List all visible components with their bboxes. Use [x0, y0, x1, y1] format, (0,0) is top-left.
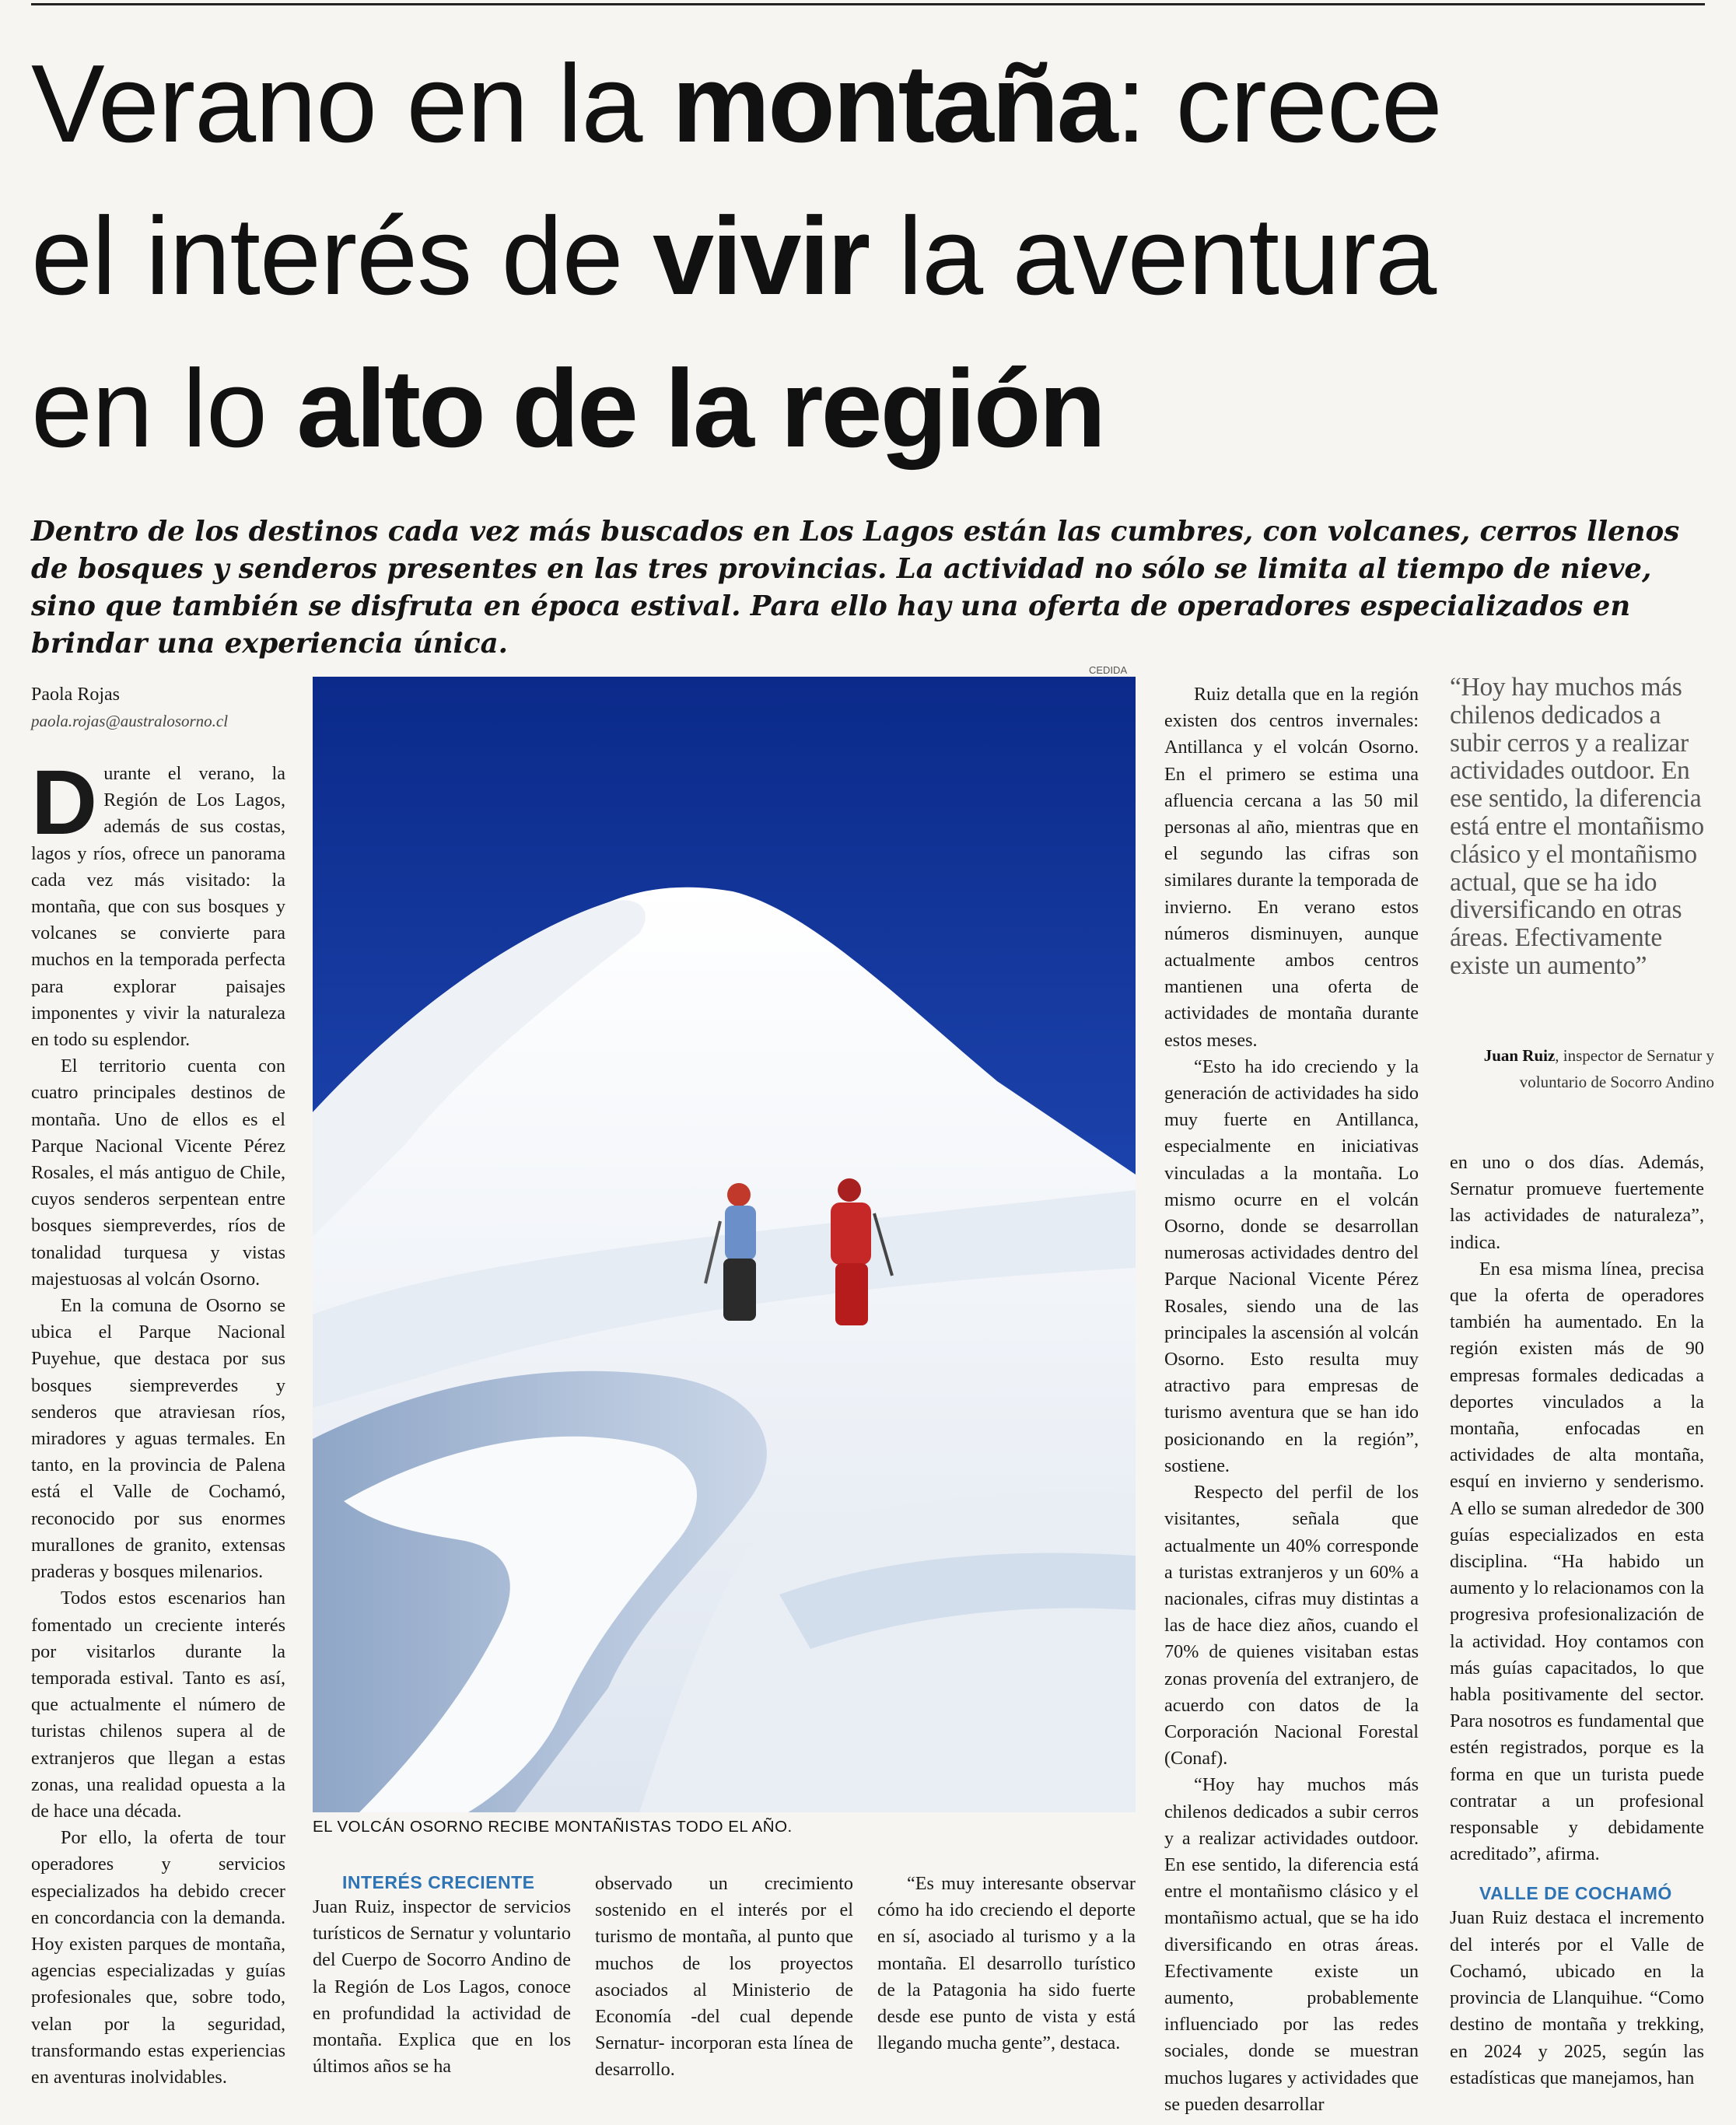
- byline-author: Paola Rojas: [31, 684, 120, 705]
- article-column-6: [1450, 1150, 1704, 2092]
- photo-credit: CEDIDA: [1089, 664, 1128, 676]
- headline-emphasis: montaña: [671, 42, 1116, 166]
- headline-line-1: [31, 28, 1711, 180]
- article-paragraph: observado un crecimiento sostenido en el interés por el turismo de montaña, al punto que muchos de los proyectos asociados al Ministerio de Economía -del cual depende Sernatur- incorporan esta línea de desarrollo.: [595, 1873, 853, 2081]
- headline: [31, 28, 1711, 485]
- byline-email: paola.rojas@australosorno.cl: [31, 712, 229, 730]
- article-column-5: [1164, 681, 1419, 2118]
- section-subhead: VALLE DE COCHAMÓ: [1479, 1883, 1672, 1904]
- headline-line-3: [31, 333, 1711, 485]
- headline-text: el interés de: [31, 194, 653, 318]
- pull-quote-name: Juan Ruiz: [1483, 1046, 1556, 1065]
- article-paragraph: Por ello, la oferta de tour operadores y servicios especializados ha debido crecer en concordancia con la demanda. Hoy existen parques de montaña, agencias especializadas y guías profesionales que, sobre todo, velan por la seguridad, transformando estas experiencias en aventuras inolvidables.: [31, 1827, 285, 2088]
- article-paragraph: Juan Ruiz, inspector de servicios turísticos de Sernatur y voluntario del Cuerpo de Socorro Andino de la Región de Los Lagos, conoce en profundidad la actividad de montaña. Explica que en los últimos años se ha: [313, 1896, 571, 2078]
- pull-quote: “Hoy hay muchos más chilenos dedicados a subir cerros y a realizar actividades outdoor. En ese sentido, la diferencia está entre el montañismo clásico y el montañismo actual, que se ha ido diversificando en otras áreas. Efectivamente existe un aumento”: [1450, 673, 1704, 980]
- article-paragraph: [31, 751, 285, 1053]
- photo-illustration: [313, 677, 1136, 1812]
- headline-emphasis: alto de la región: [296, 347, 1104, 471]
- headline-text: Verano en la: [31, 42, 672, 166]
- article-paragraph: en uno o dos días. Además, Sernatur promueve fuertemente las actividades de naturaleza”, indica.: [1450, 1152, 1704, 1253]
- headline-text: : crece: [1115, 42, 1442, 166]
- headline-text: en lo: [31, 347, 297, 471]
- article-paragraph: Juan Ruiz destaca el incremento del interés por el Valle de Cochamó, ubicado en la provincia de Llanquihue. “Como destino de montaña y trekking, en 2024 y 2025, según las estadísticas que manejamos, han: [1450, 1907, 1704, 2088]
- pull-quote-role: , inspector de Sernatur y voluntario de Socorro Andino: [1519, 1046, 1714, 1091]
- headline-line-2: [31, 180, 1711, 333]
- article-column-2: [313, 1871, 571, 2080]
- article-paragraph: Respecto del perfil de los visitantes, señala que actualmente un 40% corresponde a turistas extranjeros y un 60% a nacionales, cifras muy distintas a las de hace diez años, cuando el 70% de quienes visitaban estas zonas provenía del extranjero, de acuerdo con datos de la Corporación Nacional Forestal (Conaf).: [1164, 1482, 1419, 1770]
- article-paragraph: El territorio cuenta con cuatro principales destinos de montaña. Uno de ellos es el Parque Nacional Vicente Pérez Rosales, el más antiguo de Chile, cuyos senderos serpentean entre bosques siempreverdes, ríos de tonalidad turquesa y vistas majestuosas al volcán Osorno.: [31, 1055, 285, 1290]
- paragraph-text: urante el verano, la Región de Los Lagos, además de sus costas, lagos y ríos, ofrece un panorama cada vez más visitado: la montaña, que con sus bosques y volcanes se convierte para muchos en la temporada perfecta para explorar paisajes imponentes y vivir la naturaleza en todo su esplendor.: [31, 763, 285, 1051]
- article-paragraph: “Es muy interesante observar cómo ha ido creciendo el deporte en sí, asociado al turismo y a la montaña. El desarrollo turístico de la Patagonia ha sido fuerte desde ese punto de vista y está llegando mucha gente”, destaca.: [877, 1873, 1136, 2054]
- article-paragraph: “Esto ha ido creciendo y la generación de actividades ha sido muy fuerte en Antillanca, especialmente en iniciativas vinculadas a la montaña. Lo mismo ocurre en el volcán Osorno, donde se desarrollan numerosas actividades dentro del Parque Nacional Vicente Pérez Rosales, siendo una de las principales la ascensión al volcán Osorno. Esto resulta muy atractivo para empresas de turismo aventura que se han ido posicionando en la región”, sostiene.: [1164, 1055, 1419, 1476]
- headline-text: la aventura: [868, 194, 1437, 318]
- article-column-3: [595, 1871, 853, 2084]
- article-photo: [313, 677, 1136, 1812]
- article-column-4: [877, 1871, 1136, 2057]
- article-paragraph: “Hoy hay muchos más chilenos dedicados a subir cerros y a realizar actividades outdoor. En ese sentido, la diferencia está entre el montañismo clásico y el montañismo actual, que se ha ido diversificando en otras áreas. Efectivamente existe un aumento, probablemente influenciado por las redes sociales, donde se muestran muchos lugares y actividades que se pueden desarrollar: [1164, 1774, 1419, 2115]
- article-paragraph: Ruiz detalla que en la región existen dos centros invernales: Antillanca y el volcán Osorno. En el primero se estima una afluencia cercana a las 50 mil personas al año, mientras que en el segundo las cifras son similares durante la temporada de invierno. En verano estos números disminuyen, aunque actualmente ambos centros mantienen una oferta de actividades de montaña durante estos meses.: [1164, 684, 1419, 1051]
- article-paragraph: En esa misma línea, precisa que la oferta de operadores también ha aumentado. En la región existen más de 90 empresas formales dedicadas a deportes vinculados a la montaña, enfocadas en actividades de alta montaña, esquí en invierno y senderismo. A ello se suman alrededor de 300 guías especializados en esta disciplina. “Ha habido un aumento y lo relacionamos con la progresiva profesionalización de la actividad. Hoy contamos con más guías capacitados, lo que habla positivamente del sector. Para nosotros es fundamental que estén registrados, porque es la forma en que un turista puede contratar a un profesional responsable y debidamente acreditado”, afirma.: [1450, 1258, 1704, 1865]
- section-subhead: INTERÉS CRECIENTE: [342, 1872, 535, 1892]
- pull-quote-attribution: [1450, 1042, 1714, 1095]
- article-paragraph: En la comuna de Osorno se ubica el Parque Nacional Puyehue, que destaca por sus bosques siempreverdes y senderos que atraviesan ríos, miradores y aguas termales. En tanto, en la provincia de Palena está el Valle de Cochamó, reconocido por sus enormes murallones de granito, extensas praderas y bosques milenarios.: [31, 1295, 285, 1583]
- photo-caption: EL VOLCÁN OSORNO RECIBE MONTAÑISTAS TODO EL AÑO.: [313, 1818, 793, 1836]
- article-paragraph: Todos estos escenarios han fomentado un creciente interés por visitarlos durante la temporada estival. Tanto es así, que actualmente el número de turistas chilenos supera al de extranjeros que llegan a estas zonas, una realidad opuesta a la de hace una década.: [31, 1588, 285, 1822]
- headline-emphasis: vivir: [653, 194, 869, 318]
- lead-paragraph: Dentro de los destinos cada vez más buscados en Los Lagos están las cumbres, con volcanes, cerros llenos de bosques y senderos presentes en las tres provincias. La actividad no sólo se limita al tiempo de nieve, sino que también se disfruta en época estival. Para ello hay una oferta de operadores especializados en brindar una experiencia única.: [31, 516, 1680, 660]
- article-column-1: [31, 751, 285, 2091]
- drop-cap: D: [31, 751, 98, 854]
- top-rule: [31, 3, 1705, 5]
